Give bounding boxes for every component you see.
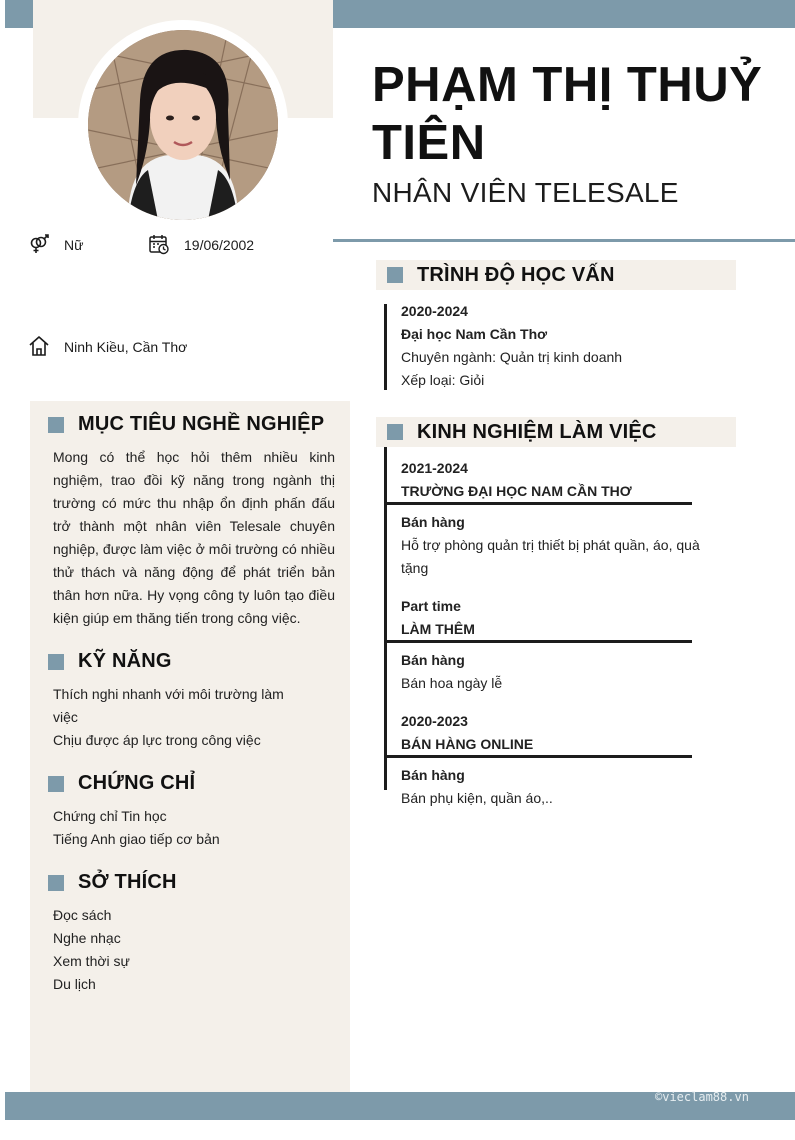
job-role: Bán hàng xyxy=(401,767,465,783)
skills-list xyxy=(53,683,293,752)
hobbies-heading xyxy=(48,871,177,894)
skills-heading xyxy=(48,650,172,673)
hobby-item: Nghe nhạc xyxy=(53,930,121,946)
experience-title: KINH NGHIỆM LÀM VIỆC xyxy=(417,420,657,443)
objective-text: Mong có thể học hỏi thêm nhiều kinh nghiệm, trao đồi kỹ năng trong ngành thị trường có mức thu nhập ổn định phấn đấu trở thành một nhân viên Telesale chuyên nghiệp, được làm việc ở môi trường có nhiều thử thách và năng động để phát triển bản thân hơn nữa. Hy vọng công ty luôn tạo điều kiện giúp em thăng tiến trong công việc. xyxy=(53,449,335,626)
education-school: Đại học Nam Cần Thơ xyxy=(401,326,548,342)
home-icon xyxy=(28,335,50,357)
job-role: Bán hàng xyxy=(401,514,465,530)
job-company: TRƯỜNG ĐẠI HỌC NAM CẦN THƠ xyxy=(401,483,632,499)
watermark: ©vieclam88.vn xyxy=(655,1090,749,1104)
certificate-item: Chứng chỉ Tin học xyxy=(53,808,167,824)
section-marker xyxy=(387,424,403,440)
hobbies-title: SỞ THÍCH xyxy=(78,871,177,893)
job-entry-body xyxy=(401,649,711,695)
gender-icon xyxy=(28,234,50,254)
job-period: Part time xyxy=(401,598,461,614)
section-marker xyxy=(48,417,64,433)
certificate-item: Tiếng Anh giao tiếp cơ bản xyxy=(53,831,220,847)
hobby-item: Xem thời sự xyxy=(53,953,130,969)
job-description: Bán phụ kiện, quần áo,.. xyxy=(401,790,553,806)
objective-heading xyxy=(48,413,324,436)
job-divider xyxy=(384,755,692,758)
hobby-item: Du lịch xyxy=(53,976,96,992)
job-entry-header xyxy=(401,595,701,641)
job-description: Hỗ trợ phòng quản trị thiết bị phát quần, áo, quà tặng xyxy=(401,537,700,576)
certificates-list xyxy=(53,805,313,851)
education-timeline-line xyxy=(384,304,387,390)
skill-item: Chịu được áp lực trong công việc xyxy=(53,732,261,748)
certificates-heading xyxy=(48,772,195,795)
skills-title: KỸ NĂNG xyxy=(78,650,172,672)
header-divider xyxy=(333,239,795,242)
job-company: BÁN HÀNG ONLINE xyxy=(401,736,534,752)
job-title: NHÂN VIÊN TELESALE xyxy=(372,177,679,208)
job-company: LÀM THÊM xyxy=(401,621,475,637)
skill-item: Thích nghi nhanh với môi trường làm việc xyxy=(53,686,284,725)
objective-title: MỤC TIÊU NGHỀ NGHIỆP xyxy=(78,413,325,435)
education-heading xyxy=(376,260,736,290)
hobby-item: Đọc sách xyxy=(53,907,112,923)
hobbies-list xyxy=(53,904,313,996)
section-marker xyxy=(48,875,64,891)
education-entry xyxy=(401,300,721,392)
certificates-title: CHỨNG CHỈ xyxy=(78,772,196,794)
section-marker xyxy=(48,776,64,792)
job-entry-header xyxy=(401,710,701,756)
job-description: Bán hoa ngày lễ xyxy=(401,675,503,691)
section-marker xyxy=(48,654,64,670)
calendar-icon xyxy=(148,233,170,255)
gender-value: Nữ xyxy=(64,237,84,253)
job-divider xyxy=(384,640,692,643)
candidate-name: PHẠM THỊ THUỶ TIÊN xyxy=(372,58,763,170)
avatar xyxy=(88,30,278,220)
birthdate-value: 19/06/2002 xyxy=(184,237,255,253)
experience-timeline-line xyxy=(384,447,387,790)
job-entry-header xyxy=(401,457,701,503)
job-entry-body xyxy=(401,764,711,810)
experience-heading xyxy=(376,417,736,447)
education-major: Chuyên ngành: Quản trị kinh doanh xyxy=(401,349,623,365)
address-value: Ninh Kiều, Cần Thơ xyxy=(64,339,188,355)
education-period: 2020-2024 xyxy=(401,303,468,319)
job-period: 2021-2024 xyxy=(401,460,468,476)
job-role: Bán hàng xyxy=(401,652,465,668)
job-divider xyxy=(384,502,692,505)
job-entry-body xyxy=(401,511,711,580)
job-period: 2020-2023 xyxy=(401,713,468,729)
education-grade: Xếp loại: Giỏi xyxy=(401,372,485,388)
section-marker xyxy=(387,267,403,283)
education-title: TRÌNH ĐỘ HỌC VẤN xyxy=(417,263,615,286)
